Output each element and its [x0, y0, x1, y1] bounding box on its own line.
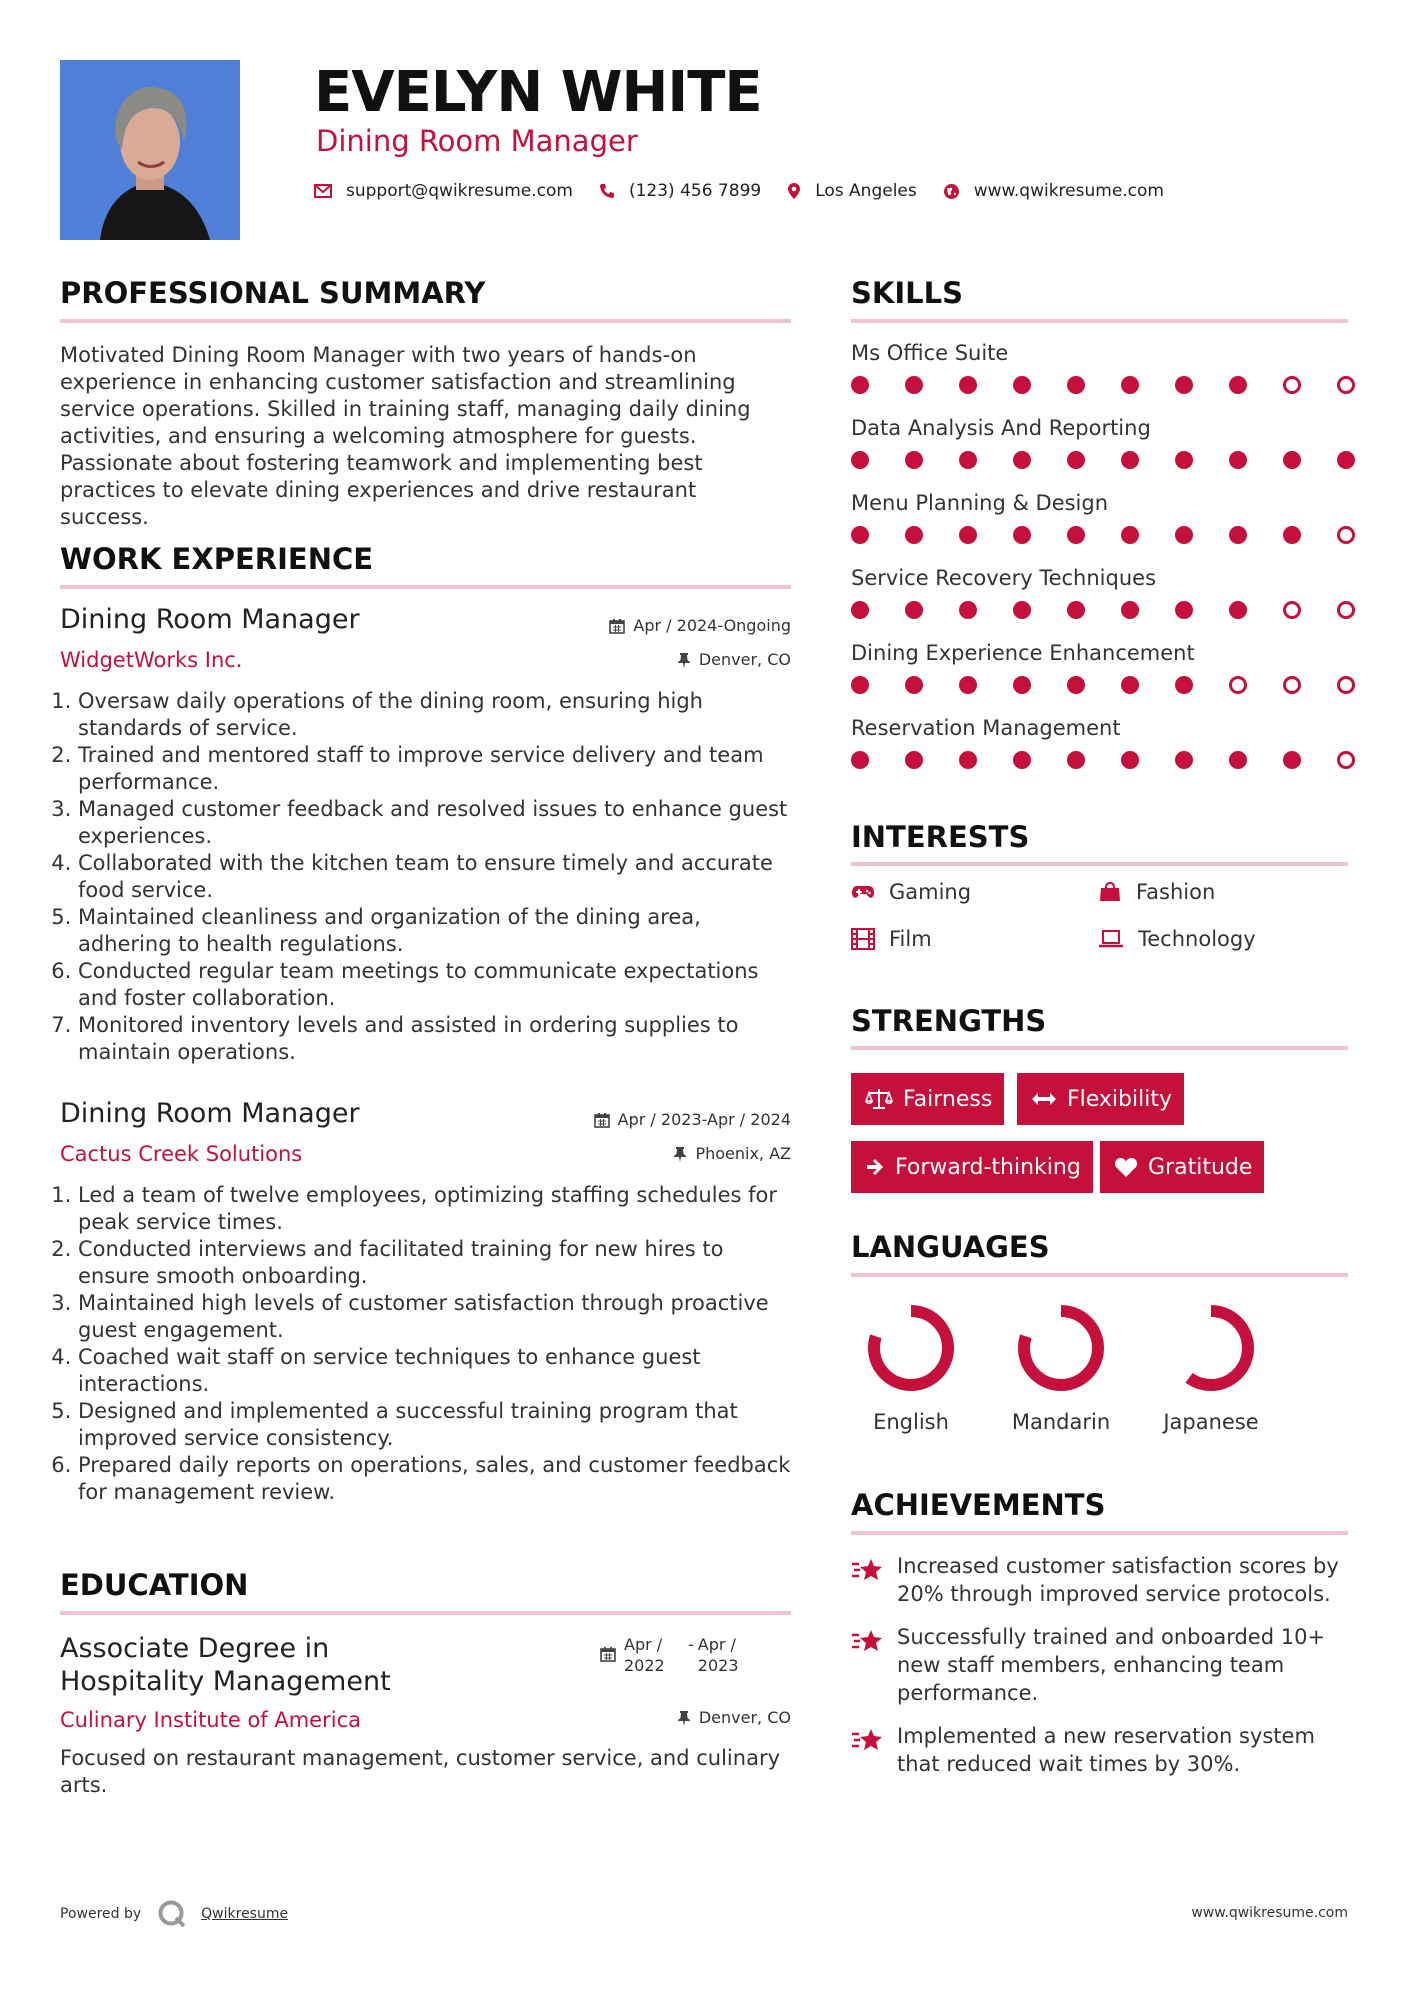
star-trophy-icon: [851, 1556, 885, 1584]
achievement-item: [851, 1552, 1348, 1608]
language-name: English: [873, 1410, 949, 1434]
rating-dot-filled: [1067, 601, 1085, 619]
phone-icon: [599, 183, 615, 199]
language-item: [841, 1300, 981, 1434]
rating-dot-filled: [851, 676, 869, 694]
education-dates: [600, 1634, 758, 1676]
interests-heading: INTERESTS: [851, 820, 1030, 854]
skill-rating: [851, 751, 1355, 769]
rating-dot-empty: [1283, 376, 1301, 394]
heart-icon: [1114, 1156, 1138, 1178]
list-item: 3. Maintained high levels of customer satisfaction through proactive guest engagement.: [78, 1290, 791, 1344]
list-item: 5. Designed and implemented a successful training program that improved service consistency.: [78, 1398, 791, 1452]
interest-label: Technology: [1138, 927, 1256, 951]
strength-label: Gratitude: [1148, 1154, 1253, 1180]
rating-dot-filled: [959, 451, 977, 469]
skills-divider: [851, 319, 1348, 323]
pushpin-icon: [677, 652, 691, 668]
map-pin-icon: [787, 182, 801, 200]
job-dates-text: Apr / 2023-Apr / 2024: [617, 1110, 791, 1129]
rating-dot-filled: [905, 601, 923, 619]
achievement-text: Increased customer satisfaction scores by 20% through improved service protocols.: [897, 1554, 1339, 1606]
rating-dot-filled: [1175, 376, 1193, 394]
skill-row: [851, 565, 1355, 640]
education-location-text: Denver, CO: [698, 1708, 791, 1727]
achievement-item: [851, 1722, 1348, 1778]
rating-dot-filled: [1175, 601, 1193, 619]
arrows-horizontal-icon: [1031, 1091, 1057, 1107]
rating-dot-filled: [1067, 526, 1085, 544]
rating-dot-filled: [1121, 601, 1139, 619]
job-company: Cactus Creek Solutions: [60, 1142, 303, 1166]
list-item: 4. Collaborated with the kitchen team to ensure timely and accurate food service.: [78, 850, 791, 904]
list-item: 1. Oversaw daily operations of the dining room, ensuring high standards of service.: [78, 688, 791, 742]
rating-dot-filled: [1229, 601, 1247, 619]
rating-dot-filled: [1229, 376, 1247, 394]
rating-dot-filled: [1013, 751, 1031, 769]
rating-dot-empty: [1283, 601, 1301, 619]
footer-branding: [60, 1899, 288, 1929]
achievements-heading: ACHIEVEMENTS: [851, 1488, 1106, 1522]
job-location: [673, 1144, 791, 1164]
job-title: Dining Room Manager: [60, 1098, 360, 1129]
star-trophy-icon: [851, 1627, 885, 1655]
pushpin-icon: [673, 1146, 687, 1162]
rating-dot-filled: [1175, 676, 1193, 694]
job-dates: [609, 616, 791, 636]
scale-icon: [865, 1087, 893, 1111]
rating-dot-filled: [905, 751, 923, 769]
calendar-icon: [609, 618, 625, 634]
rating-dot-filled: [1121, 376, 1139, 394]
strength-label: Forward-thinking: [895, 1154, 1081, 1180]
rating-dot-filled: [1067, 676, 1085, 694]
rating-dot-filled: [851, 601, 869, 619]
rating-dot-filled: [1013, 451, 1031, 469]
list-item: 5. Maintained cleanliness and organization of the dining area, adhering to health regulations.: [78, 904, 791, 958]
experience-heading: WORK EXPERIENCE: [60, 542, 374, 576]
contact-location: [787, 181, 917, 201]
skill-rating: [851, 601, 1355, 619]
skill-rating: [851, 676, 1355, 694]
skills-list: [851, 340, 1355, 790]
powered-by-text: Powered by: [60, 1906, 142, 1922]
rating-dot-filled: [1283, 526, 1301, 544]
skill-rating: [851, 376, 1355, 394]
gamepad-icon: [851, 884, 875, 900]
languages-divider: [851, 1273, 1348, 1277]
list-item: 2. Trained and mentored staff to improve service delivery and team performance.: [78, 742, 791, 796]
skill-name: Reservation Management: [851, 716, 1121, 740]
interest-label: Film: [889, 927, 932, 951]
rating-dot-filled: [905, 451, 923, 469]
rating-dot-filled: [905, 526, 923, 544]
job-title: Dining Room Manager: [60, 604, 360, 635]
rating-dot-filled: [851, 451, 869, 469]
school-name: Culinary Institute of America: [60, 1708, 361, 1732]
rating-dot-filled: [959, 676, 977, 694]
summary-text: Motivated Dining Room Manager with two years of hands-on experience in enhancing customer satisfaction and streamlining service operations. Skilled in training staff, managing daily dining activities, and ensuring a welcoming atmosphere for guests. Passionate about fostering teamwork and implementing best practices to elevate dining experiences and drive restaurant success.: [60, 343, 751, 529]
education-divider: [60, 1611, 791, 1615]
rating-dot-filled: [1121, 676, 1139, 694]
skill-row: [851, 640, 1355, 715]
rating-dot-filled: [1283, 751, 1301, 769]
job-dates-text: Apr / 2024-Ongoing: [633, 616, 791, 635]
contact-email[interactable]: [314, 181, 573, 201]
list-item: 3. Managed customer feedback and resolved issues to enhance guest experiences.: [78, 796, 791, 850]
calendar-icon: [600, 1646, 616, 1662]
strength-label: Flexibility: [1067, 1086, 1172, 1112]
proficiency-arc: [1024, 1311, 1098, 1385]
interest-label: Fashion: [1136, 880, 1216, 904]
rating-dot-filled: [1175, 526, 1193, 544]
interest-item: [1098, 927, 1256, 951]
rating-dot-empty: [1283, 676, 1301, 694]
education-end: Apr / 2023: [697, 1635, 739, 1675]
rating-dot-empty: [1337, 751, 1355, 769]
job-location-text: Denver, CO: [698, 650, 791, 669]
job-responsibilities: [60, 688, 791, 1066]
list-item: 6. Prepared daily reports on operations, sales, and customer feedback for management review.: [78, 1452, 791, 1506]
interest-item: [851, 927, 932, 951]
rating-dot-filled: [851, 526, 869, 544]
proficiency-arc: [874, 1311, 948, 1385]
star-trophy-icon: [851, 1726, 885, 1754]
rating-dot-filled: [851, 376, 869, 394]
education-start: Apr / 2022: [624, 1635, 665, 1675]
achievement-text: Successfully trained and onboarded 10+ new staff members, enhancing team performance.: [897, 1625, 1326, 1705]
rating-dot-filled: [1013, 676, 1031, 694]
rating-dot-filled: [1067, 751, 1085, 769]
rating-dot-filled: [959, 601, 977, 619]
rating-dot-filled: [1121, 751, 1139, 769]
language-name: Mandarin: [1011, 1410, 1111, 1434]
skill-name: Data Analysis And Reporting: [851, 416, 1151, 440]
experience-divider: [60, 585, 791, 589]
rating-dot-filled: [905, 376, 923, 394]
skill-row: [851, 715, 1355, 790]
skill-rating: [851, 451, 1355, 469]
list-item: 4. Coached wait staff on service techniques to enhance guest interactions.: [78, 1344, 791, 1398]
date-separator: -: [688, 1635, 694, 1654]
rating-dot-filled: [1283, 451, 1301, 469]
rating-dot-filled: [1175, 751, 1193, 769]
rating-dot-filled: [905, 676, 923, 694]
achievement-text: Implemented a new reservation system that reduced wait times by 30%.: [897, 1724, 1315, 1776]
education-description: Focused on restaurant management, customer service, and culinary arts.: [60, 1746, 781, 1797]
candidate-name: EVELYN WHITE: [314, 60, 762, 125]
skill-row: [851, 415, 1355, 490]
education-heading: EDUCATION: [60, 1568, 249, 1602]
rating-dot-filled: [1013, 526, 1031, 544]
shopping-bag-icon: [1098, 882, 1122, 902]
language-proficiency-ring: [1013, 1300, 1109, 1396]
strength-tag: [1017, 1073, 1184, 1125]
list-item: 7. Monitored inventory levels and assisted in ordering supplies to maintain operations.: [78, 1012, 791, 1066]
job-entry: [60, 1098, 791, 1506]
achievements-divider: [851, 1531, 1348, 1535]
email-text: support@qwikresume.com: [346, 181, 573, 201]
calendar-icon: [594, 1112, 610, 1128]
rating-dot-empty: [1337, 601, 1355, 619]
pushpin-icon: [677, 1710, 691, 1726]
skills-heading: SKILLS: [851, 276, 963, 310]
rating-dot-filled: [1229, 751, 1247, 769]
globe-icon: [943, 183, 960, 200]
interest-label: Gaming: [889, 880, 972, 904]
list-item: 1. Led a team of twelve employees, optimizing staffing schedules for peak service times.: [78, 1182, 791, 1236]
skill-rating: [851, 526, 1355, 544]
strength-tag: [851, 1073, 1004, 1125]
profile-photo: [60, 60, 240, 240]
contact-bar: [314, 176, 1190, 206]
rating-dot-empty: [1337, 526, 1355, 544]
rating-dot-filled: [1067, 376, 1085, 394]
summary-divider: [60, 319, 791, 323]
languages-list: [841, 1300, 1281, 1434]
achievement-item: [851, 1623, 1348, 1707]
rating-dot-filled: [959, 526, 977, 544]
rating-dot-filled: [1013, 601, 1031, 619]
rating-dot-filled: [1229, 451, 1247, 469]
candidate-title: Dining Room Manager: [316, 124, 638, 158]
location-text: Los Angeles: [815, 181, 917, 201]
job-entry: [60, 604, 791, 1066]
rating-dot-filled: [959, 751, 977, 769]
job-company: WidgetWorks Inc.: [60, 648, 243, 672]
envelope-icon: [314, 184, 332, 198]
degree-title: Associate Degree in Hospitality Management: [60, 1633, 391, 1697]
film-icon: [851, 928, 875, 950]
skill-row: [851, 490, 1355, 565]
laptop-icon: [1098, 929, 1124, 949]
rating-dot-filled: [851, 751, 869, 769]
contact-website[interactable]: [943, 181, 1164, 201]
summary-heading: PROFESSIONAL SUMMARY: [60, 276, 486, 310]
rating-dot-filled: [1013, 376, 1031, 394]
qwikresume-link[interactable]: Qwikresume: [201, 1906, 289, 1922]
language-name: Japanese: [1163, 1410, 1259, 1434]
skill-row: [851, 340, 1355, 415]
arrow-right-icon: [865, 1157, 885, 1177]
contact-phone[interactable]: [599, 181, 761, 201]
rating-dot-empty: [1229, 676, 1247, 694]
rating-dot-filled: [1067, 451, 1085, 469]
website-text: www.qwikresume.com: [973, 181, 1164, 201]
footer-url[interactable]: www.qwikresume.com: [1191, 1905, 1348, 1921]
language-item: [991, 1300, 1131, 1434]
interest-item: [851, 880, 971, 904]
qwikresume-logo-icon: [157, 1899, 187, 1929]
strengths-divider: [851, 1046, 1348, 1050]
rating-dot-filled: [959, 376, 977, 394]
phone-text: (123) 456 7899: [628, 181, 762, 201]
interest-item: [1098, 880, 1215, 904]
skill-name: Menu Planning & Design: [851, 491, 1109, 515]
list-item: 2. Conducted interviews and facilitated training for new hires to ensure smooth onboarding.: [78, 1236, 791, 1290]
education-location: [677, 1708, 791, 1728]
rating-dot-filled: [1121, 451, 1139, 469]
skill-name: Dining Experience Enhancement: [851, 641, 1195, 665]
rating-dot-empty: [1337, 376, 1355, 394]
language-proficiency-ring: [1163, 1300, 1259, 1396]
strengths-heading: STRENGTHS: [851, 1004, 1047, 1038]
list-item: 6. Conducted regular team meetings to communicate expectations and foster collaboration.: [78, 958, 791, 1012]
job-location: [677, 650, 791, 670]
job-responsibilities: [60, 1182, 791, 1506]
rating-dot-filled: [1175, 451, 1193, 469]
rating-dot-filled: [1121, 526, 1139, 544]
proficiency-arc: [1174, 1311, 1248, 1385]
portrait-image: [60, 60, 240, 240]
strength-label: Fairness: [903, 1086, 993, 1112]
language-item: [1141, 1300, 1281, 1434]
job-location-text: Phoenix, AZ: [695, 1144, 791, 1163]
skill-name: Ms Office Suite: [851, 341, 1009, 365]
strength-tag: [1100, 1141, 1264, 1193]
job-dates: [594, 1110, 791, 1130]
rating-dot-filled: [1337, 451, 1355, 469]
languages-heading: LANGUAGES: [851, 1230, 1050, 1264]
skill-name: Service Recovery Techniques: [851, 566, 1157, 590]
rating-dot-empty: [1337, 676, 1355, 694]
rating-dot-filled: [1229, 526, 1247, 544]
strength-tag: [851, 1141, 1093, 1193]
interests-divider: [851, 862, 1348, 866]
language-proficiency-ring: [863, 1300, 959, 1396]
